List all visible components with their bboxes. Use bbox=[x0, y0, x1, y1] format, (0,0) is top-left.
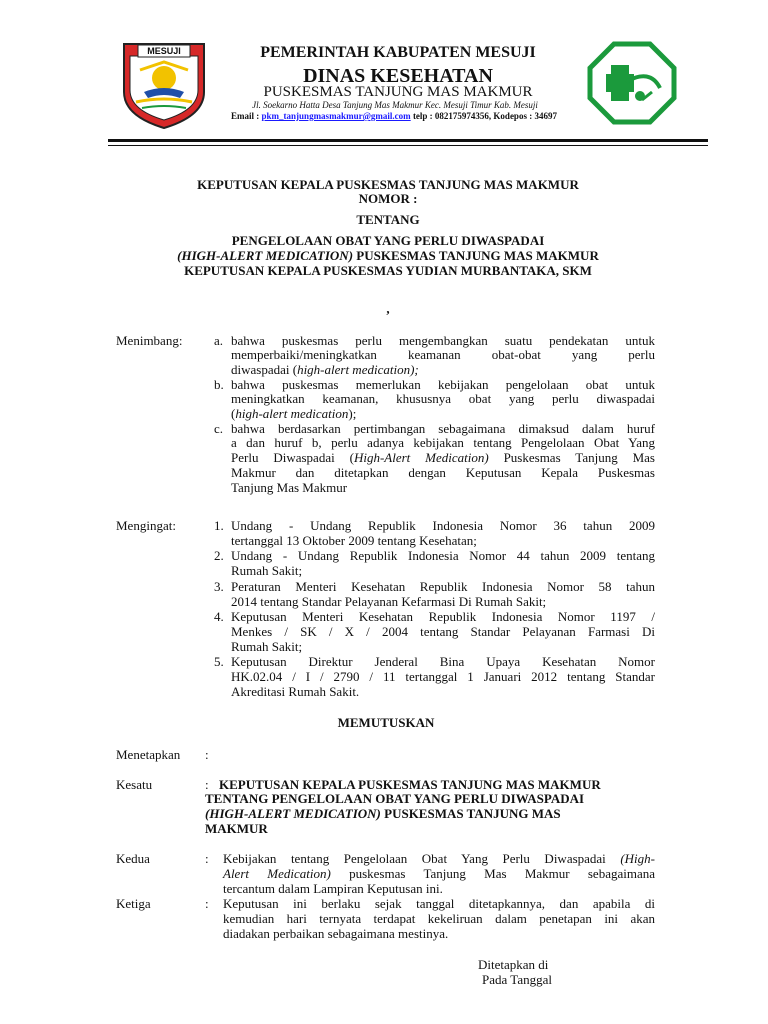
menimbang-a-l1: bahwa puskesmas perlu mengembangkan suatu pendekatan untuk bbox=[231, 333, 655, 348]
mengingat-4-l3: Rumah Sakit; bbox=[231, 639, 303, 654]
menetapkan-label: Menetapkan bbox=[116, 747, 181, 762]
title-line1: KEPUTUSAN KEPALA PUSKESMAS TANJUNG MAS MAKMUR bbox=[197, 177, 579, 192]
ditetapkan-di: Ditetapkan di bbox=[478, 957, 549, 972]
menimbang-c-l1: bahwa berdasarkan pertimbangan sebagaimana dimaksud dalam huruf bbox=[231, 421, 655, 436]
menimbang-b-l3 bbox=[231, 407, 655, 422]
menimbang-a-l3-italic: high-alert medication); bbox=[297, 362, 419, 377]
menimbang-c-l5: Tanjung Mas Makmur bbox=[231, 480, 348, 495]
puskesmas-logo bbox=[586, 40, 678, 126]
letterhead-rule-thin bbox=[108, 145, 708, 146]
mengingat-1-marker: 1. bbox=[214, 518, 224, 533]
menetapkan-colon: : bbox=[205, 747, 209, 762]
kesatu-l1: KEPUTUSAN KEPALA PUSKESMAS TANJUNG MAS MAKMUR bbox=[219, 777, 601, 792]
menimbang-a-l3 bbox=[231, 363, 655, 378]
kesatu-l3-italic: (HIGH-ALERT MEDICATION) bbox=[205, 806, 381, 821]
title-line4: PENGELOLAAN OBAT YANG PERLU DIWASPADAI bbox=[231, 233, 545, 248]
title-line5 bbox=[108, 249, 668, 264]
kedua-l2 bbox=[223, 867, 655, 882]
title-comma: , bbox=[386, 301, 390, 316]
menimbang-c-l3-italic: High-Alert Medication) bbox=[353, 450, 489, 465]
menimbang-b-l1: bahwa puskesmas memerlukan kebijakan pengelolaan obat untuk bbox=[231, 377, 655, 392]
kedua-l1-italic: (High- bbox=[620, 851, 655, 866]
kedua-l3: tercantum dalam Lampiran Keputusan ini. bbox=[223, 881, 443, 896]
title-line6: KEPUTUSAN KEPALA PUSKESMAS YUDIAN MURBANTAKA, SKM bbox=[184, 263, 592, 278]
mengingat-5-marker: 5. bbox=[214, 654, 224, 669]
kesatu-l4: MAKMUR bbox=[205, 821, 268, 836]
kedua-l2-italic: Alert Medication) bbox=[223, 866, 331, 881]
mengingat-label: Mengingat: bbox=[116, 518, 176, 533]
letterhead-contact bbox=[206, 111, 582, 122]
letterhead-address: Jl. Soekarno Hatta Desa Tanjung Mas Makmur Kec. Mesuji Timur Kab. Mesuji bbox=[252, 100, 538, 110]
menimbang-a-l2: memperbaiki/meningkatkan keamanan obat-obat yang perlu bbox=[231, 347, 655, 362]
kesatu-l2: TENTANG PENGELOLAAN OBAT YANG PERLU DIWASPADAI bbox=[205, 791, 585, 806]
menimbang-b-l3-post: ); bbox=[348, 406, 357, 421]
title-nomor: NOMOR : bbox=[358, 191, 418, 206]
letterhead-line3: PUSKESMAS TANJUNG MAS MAKMUR bbox=[263, 84, 533, 100]
menimbang-c-l3 bbox=[231, 451, 655, 466]
memutuskan-heading: MEMUTUSKAN bbox=[337, 715, 435, 730]
letterhead-line2: DINAS KESEHATAN bbox=[303, 65, 493, 87]
mengingat-5-l2: HK.02.04 / I / 2790 / 11 tertanggal 1 Januari 2012 tentang Standar bbox=[231, 669, 655, 684]
mengingat-1-l2: tertanggal 13 Oktober 2009 tentang Kesehatan; bbox=[231, 533, 477, 548]
mengingat-3-l2: 2014 tentang Standar Pelayanan Kefarmasi Di Rumah Sakit; bbox=[231, 594, 547, 609]
letterhead-rule-thick bbox=[108, 139, 708, 142]
menimbang-b-marker: b. bbox=[214, 377, 224, 392]
menimbang-b-l3-pre: ( bbox=[231, 406, 236, 421]
title-line5-rest: PUSKESMAS TANJUNG MAS MAKMUR bbox=[353, 248, 599, 263]
kedua-l1-pre: Kebijakan tentang Pengelolaan Obat Yang Perlu Diwaspadai bbox=[223, 851, 621, 866]
contact-prefix: Email : bbox=[231, 111, 260, 121]
contact-suffix: telp : 082175974356, Kodepos : 34697 bbox=[412, 111, 557, 121]
kedua-label: Kedua bbox=[116, 851, 150, 866]
menimbang-b-l3-italic: high-alert medication bbox=[235, 406, 349, 421]
ketiga-l3: diadakan perbaikan sebagaimana mestinya. bbox=[223, 926, 449, 941]
email-link[interactable]: pkm_tanjungmasmakmur@gmail.com bbox=[261, 111, 411, 121]
title-hams-italic: (HIGH-ALERT MEDICATION) bbox=[177, 248, 354, 263]
mengingat-3-l1: Peraturan Menteri Kesehatan Republik Indonesia Nomor 58 tahun bbox=[231, 579, 655, 594]
mesuji-regency-logo bbox=[118, 40, 210, 130]
menimbang-a-l3-pre: diwaspadai ( bbox=[231, 362, 298, 377]
menimbang-c-l3-post: Puskesmas Tanjung Mas bbox=[488, 450, 655, 465]
kesatu-label: Kesatu bbox=[116, 777, 153, 792]
kesatu-l3-post: PUSKESMAS TANJUNG MAS bbox=[380, 806, 561, 821]
mengingat-5-l3: Akreditasi Rumah Sakit. bbox=[231, 684, 360, 699]
mengingat-2-l1: Undang - Undang Republik Indonesia Nomor 44 tahun 2009 tentang bbox=[231, 548, 655, 563]
mengingat-2-l2: Rumah Sakit; bbox=[231, 563, 303, 578]
kedua-l1 bbox=[223, 852, 655, 867]
mengingat-1-l1: Undang - Undang Republik Indonesia Nomor 36 tahun 2009 bbox=[231, 518, 655, 533]
kedua-colon: : bbox=[205, 851, 209, 866]
menimbang-c-marker: c. bbox=[214, 421, 224, 436]
menimbang-c-l4: Makmur dan ditetapkan dengan Keputusan Kepala Puskesmas bbox=[231, 465, 655, 480]
mengingat-4-marker: 4. bbox=[214, 609, 224, 624]
logo-caption: MESUJI bbox=[147, 46, 181, 56]
kedua-l2-post: puskesmas Tanjung Mas Makmur sebagaimana bbox=[330, 866, 655, 881]
ketiga-l2: kemudian hari ternyata terdapat kekeliruan dalam penetapan ini akan bbox=[223, 911, 655, 926]
mengingat-5-l1: Keputusan Direktur Jenderal Bina Upaya Kesehatan Nomor bbox=[231, 654, 655, 669]
mengingat-3-marker: 3. bbox=[214, 579, 224, 594]
mengingat-4-l1: Keputusan Menteri Kesehatan Republik Indonesia Nomor 1197 / bbox=[231, 609, 655, 624]
menimbang-b-l2: meningkatkan keamanan, khususnya obat yang perlu diwaspadai bbox=[231, 391, 655, 406]
ketiga-label: Ketiga bbox=[116, 896, 151, 911]
letterhead-line1: PEMERINTAH KABUPATEN MESUJI bbox=[260, 44, 536, 61]
mengingat-2-marker: 2. bbox=[214, 548, 224, 563]
menimbang-c-l2: a dan huruf b, perlu adanya kebijakan tentang Pengelolaan Obat Yang bbox=[231, 435, 655, 450]
ketiga-colon: : bbox=[205, 896, 209, 911]
mengingat-4-l2: Menkes / SK / X / 2004 tentang Standar Pelayanan Farmasi Di bbox=[231, 624, 655, 639]
menimbang-c-l3-pre: Perlu Diwaspadai ( bbox=[231, 450, 354, 465]
ketiga-l1: Keputusan ini berlaku sejak tanggal ditetapkannya, dan apabila di bbox=[223, 896, 655, 911]
kesatu-l3 bbox=[205, 807, 561, 822]
kesatu-colon: : bbox=[205, 777, 209, 792]
title-tentang: TENTANG bbox=[356, 212, 420, 227]
menimbang-a-marker: a. bbox=[214, 333, 224, 348]
menimbang-label: Menimbang: bbox=[116, 333, 183, 348]
pada-tanggal: Pada Tanggal bbox=[482, 972, 552, 987]
